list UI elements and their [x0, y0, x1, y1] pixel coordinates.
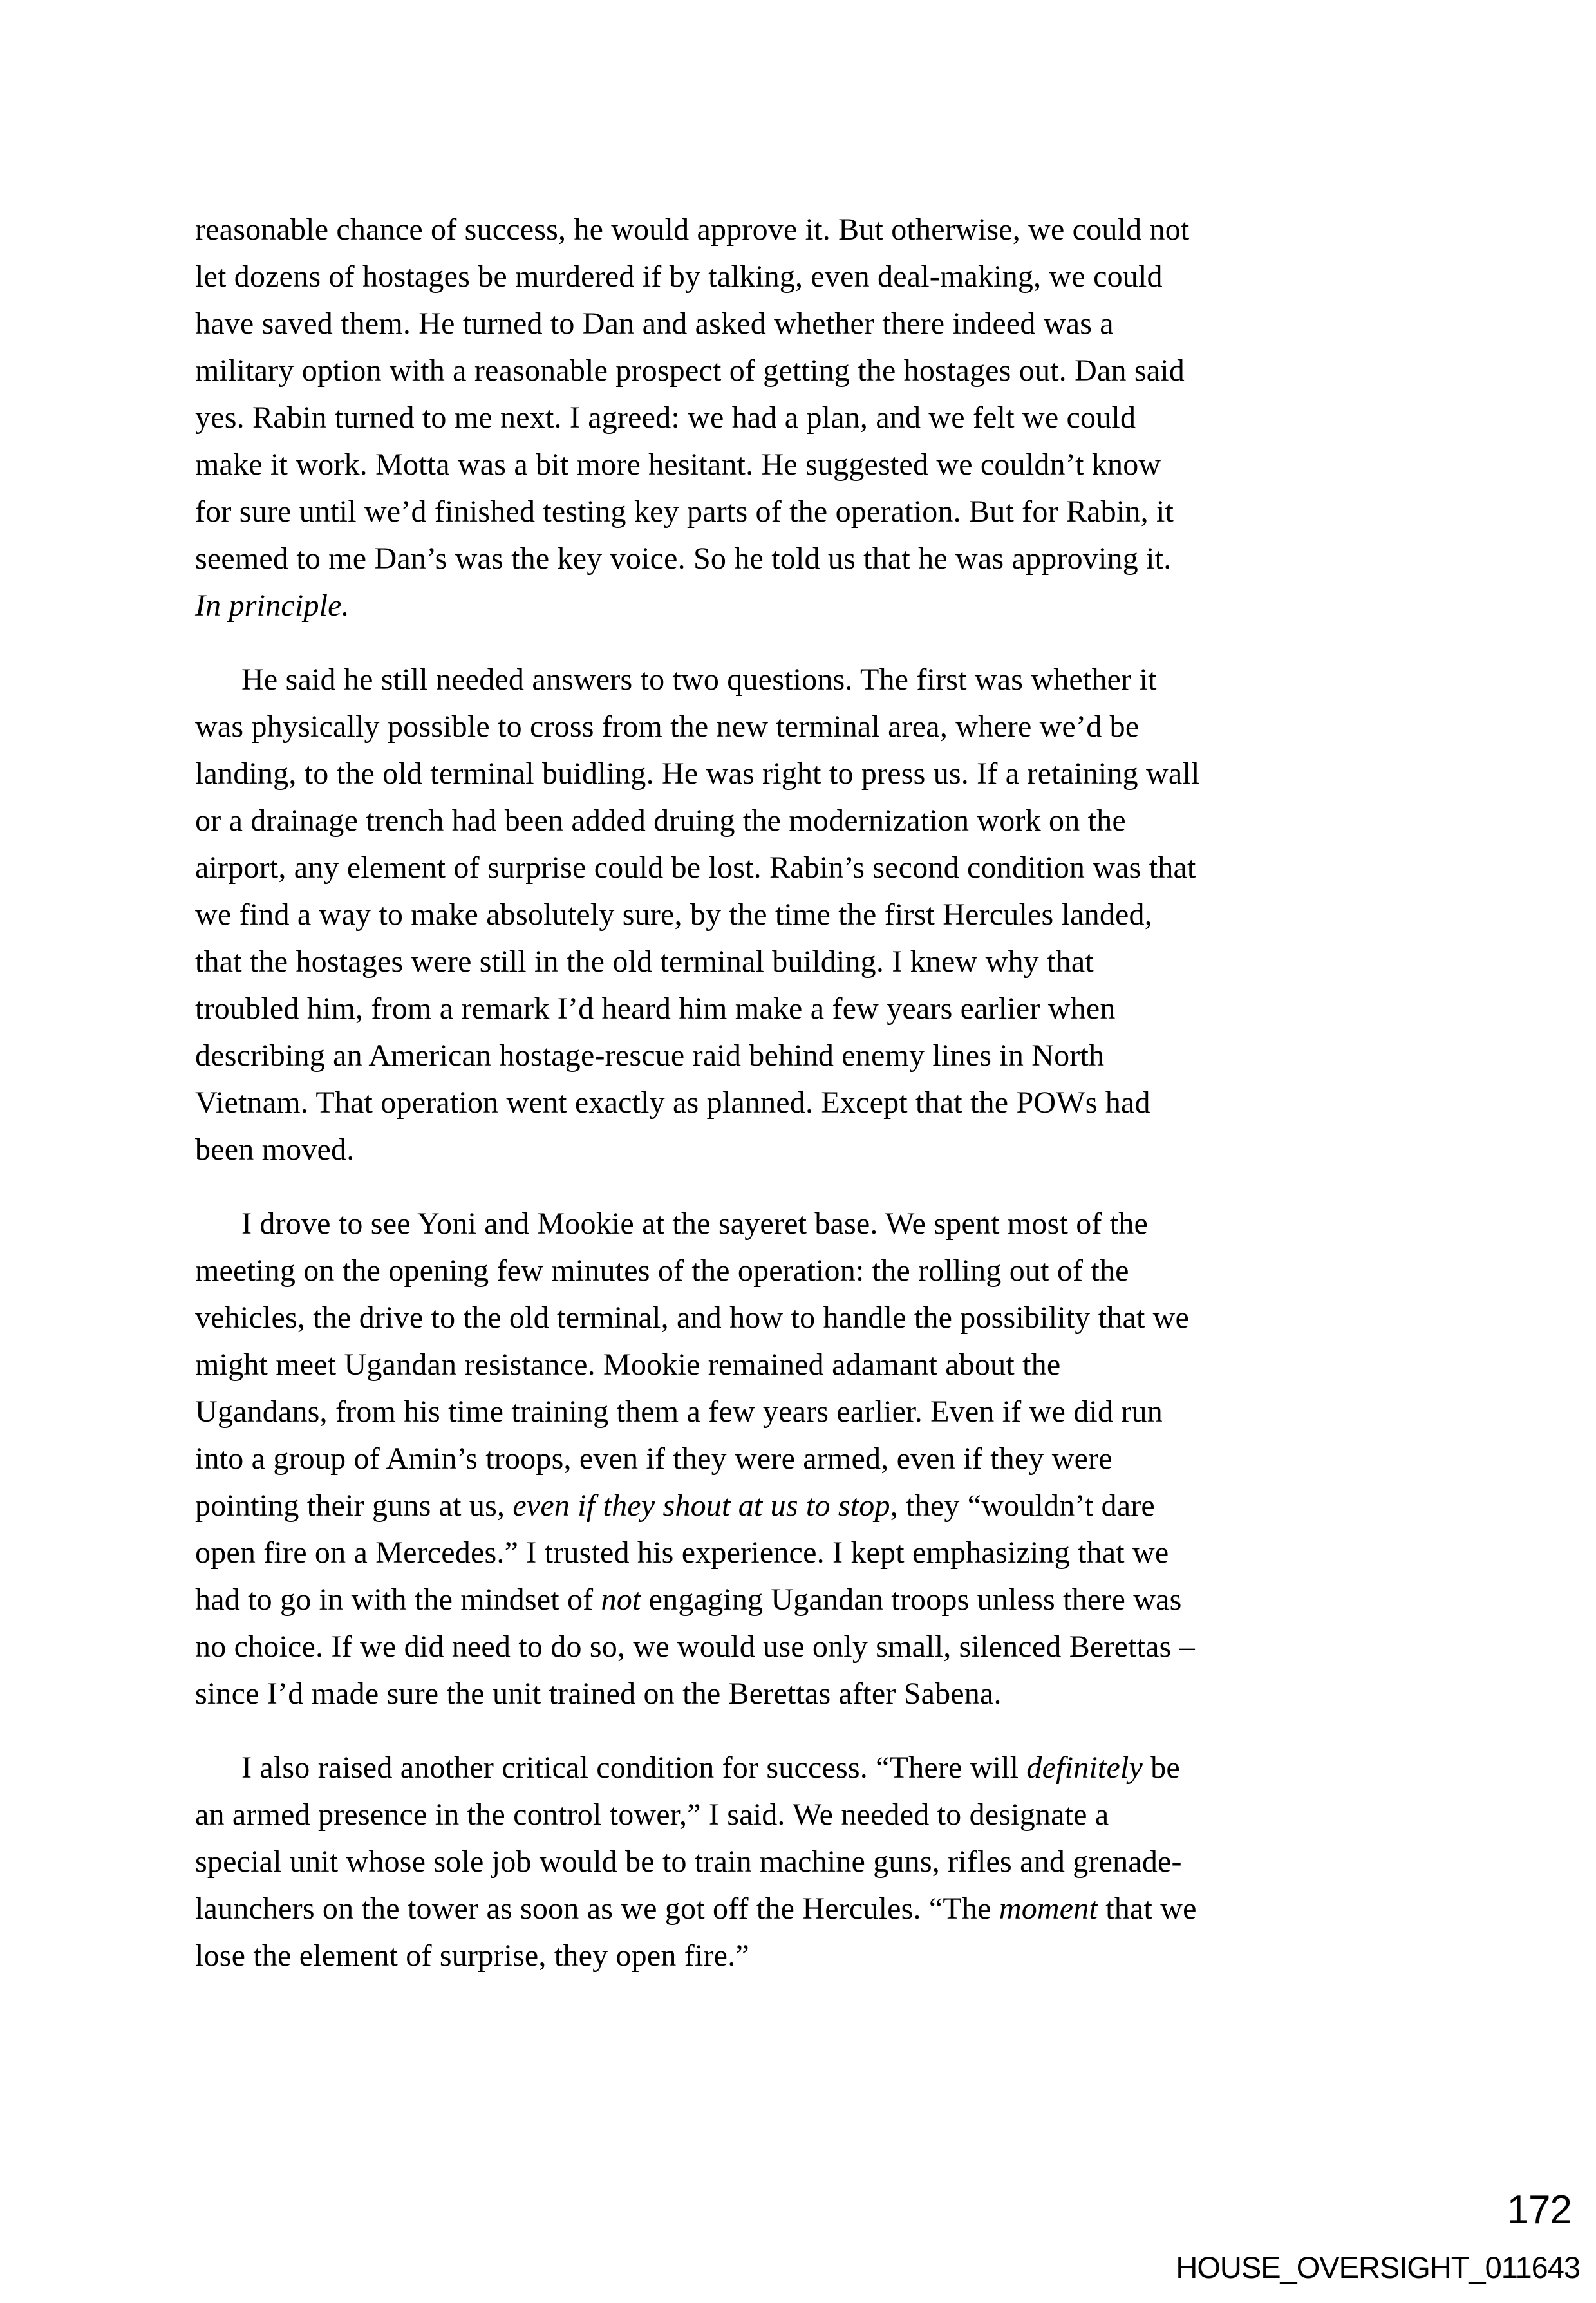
- text-segment: for sure until we’d finished testing key parts of the operation. But for Rabin, it: [195, 494, 1174, 529]
- text-line: [195, 1670, 1444, 1717]
- text-line: [195, 844, 1444, 891]
- text-segment: Vietnam. That operation went exactly as planned. Except that the POWs had: [195, 1086, 1150, 1120]
- text-segment: had to go in with the mindset of: [195, 1583, 601, 1617]
- text-segment: lose the element of surprise, they open fire.”: [195, 1939, 749, 1973]
- text-segment: be: [1143, 1751, 1180, 1785]
- text-segment: pointing their guns at us,: [195, 1489, 513, 1523]
- text-segment: I also raised another critical condition for success. “There will: [241, 1751, 1027, 1785]
- text-segment: vehicles, the drive to the old terminal, and how to handle the possibility that we: [195, 1301, 1190, 1335]
- paragraph: [195, 1744, 1444, 1979]
- paragraph: [195, 206, 1444, 629]
- italic-text-segment: definitely: [1026, 1751, 1143, 1785]
- text-segment: make it work. Motta was a bit more hesitant. He suggested we couldn’t know: [195, 447, 1161, 482]
- text-line: [195, 750, 1444, 797]
- paragraph: [195, 1200, 1444, 1717]
- text-line: [195, 1932, 1444, 1979]
- text-line: [195, 656, 1444, 703]
- text-segment: no choice. If we did need to do so, we would use only small, silenced Berettas –: [195, 1630, 1195, 1664]
- text-segment: , they “wouldn’t dare: [890, 1489, 1155, 1523]
- text-segment: I drove to see Yoni and Mookie at the sayeret base. We spent most of the: [241, 1207, 1149, 1241]
- text-segment: let dozens of hostages be murdered if by talking, even deal-making, we could: [195, 259, 1163, 294]
- text-segment: He said he still needed answers to two questions. The first was whether it: [241, 663, 1157, 697]
- italic-text-segment: moment: [999, 1892, 1098, 1926]
- text-segment: we find a way to make absolutely sure, by the time the first Hercules landed,: [195, 898, 1152, 932]
- text-segment: special unit whose sole job would be to train machine guns, rifles and grenade-: [195, 1845, 1182, 1879]
- body-text: [195, 206, 1444, 1979]
- text-segment: troubled him, from a remark I’d heard him make a few years earlier when: [195, 992, 1116, 1026]
- text-line: [195, 300, 1444, 347]
- text-segment: meeting on the opening few minutes of the operation: the rolling out of the: [195, 1254, 1129, 1288]
- text-line: [195, 1079, 1444, 1126]
- italic-text-segment: even if they shout at us to stop: [512, 1489, 890, 1523]
- text-segment: launchers on the tower as soon as we got off the Hercules. “The: [195, 1892, 999, 1926]
- text-segment: have saved them. He turned to Dan and asked whether there indeed was a: [195, 306, 1114, 341]
- text-line: [195, 394, 1444, 441]
- text-line: [195, 1623, 1444, 1670]
- text-segment: landing, to the old terminal buidling. He was right to press us. If a retaining wall: [195, 757, 1200, 791]
- text-segment: an armed presence in the control tower,” I said. We needed to designate a: [195, 1798, 1109, 1832]
- text-segment: Ugandans, from his time training them a few years earlier. Even if we did run: [195, 1395, 1163, 1429]
- text-segment: describing an American hostage-rescue raid behind enemy lines in North: [195, 1039, 1105, 1073]
- text-segment: might meet Ugandan resistance. Mookie remained adamant about the: [195, 1348, 1061, 1382]
- page-number: 172: [1507, 2188, 1572, 2232]
- text-line: [195, 1482, 1444, 1529]
- text-line: [195, 1032, 1444, 1079]
- text-line: [195, 253, 1444, 300]
- text-line: [195, 1529, 1444, 1576]
- text-segment: that the hostages were still in the old terminal building. I knew why that: [195, 945, 1094, 979]
- text-line: [195, 797, 1444, 844]
- text-line: [195, 1126, 1444, 1173]
- text-segment: seemed to me Dan’s was the key voice. So he told us that he was approving it.: [195, 541, 1172, 576]
- italic-text-segment: In principle.: [195, 588, 350, 623]
- text-line: [195, 938, 1444, 985]
- text-line: [195, 582, 1444, 629]
- text-line: [195, 1294, 1444, 1341]
- text-line: [195, 1576, 1444, 1623]
- text-line: [195, 1838, 1444, 1885]
- text-line: [195, 703, 1444, 750]
- text-line: [195, 1744, 1444, 1791]
- text-segment: open fire on a Mercedes.” I trusted his experience. I kept emphasizing that we: [195, 1536, 1169, 1570]
- text-line: [195, 1885, 1444, 1932]
- text-segment: been moved.: [195, 1133, 355, 1167]
- text-segment: airport, any element of surprise could be lost. Rabin’s second condition was that: [195, 851, 1196, 885]
- text-line: [195, 1791, 1444, 1838]
- text-line: [195, 347, 1444, 394]
- bates-number: HOUSE_OVERSIGHT_011643: [1176, 2250, 1580, 2284]
- text-segment: yes. Rabin turned to me next. I agreed: we had a plan, and we felt we could: [195, 400, 1136, 435]
- text-line: [195, 1435, 1444, 1482]
- text-line: [195, 1247, 1444, 1294]
- text-line: [195, 1200, 1444, 1247]
- text-line: [195, 488, 1444, 535]
- italic-text-segment: not: [601, 1583, 641, 1617]
- text-line: [195, 1388, 1444, 1435]
- text-line: [195, 441, 1444, 488]
- text-segment: since I’d made sure the unit trained on the Berettas after Sabena.: [195, 1677, 1002, 1711]
- text-segment: engaging Ugandan troops unless there was: [641, 1583, 1182, 1617]
- text-line: [195, 985, 1444, 1032]
- text-line: [195, 206, 1444, 253]
- text-segment: that we: [1098, 1892, 1197, 1926]
- text-line: [195, 891, 1444, 938]
- text-segment: or a drainage trench had been added druing the modernization work on the: [195, 804, 1126, 838]
- text-line: [195, 535, 1444, 582]
- text-segment: was physically possible to cross from the new terminal area, where we’d be: [195, 710, 1140, 744]
- text-segment: military option with a reasonable prospect of getting the hostages out. Dan said: [195, 353, 1185, 388]
- paragraph: [195, 656, 1444, 1173]
- text-segment: into a group of Amin’s troops, even if they were armed, even if they were: [195, 1442, 1113, 1476]
- text-line: [195, 1341, 1444, 1388]
- text-segment: reasonable chance of success, he would approve it. But otherwise, we could not: [195, 212, 1190, 247]
